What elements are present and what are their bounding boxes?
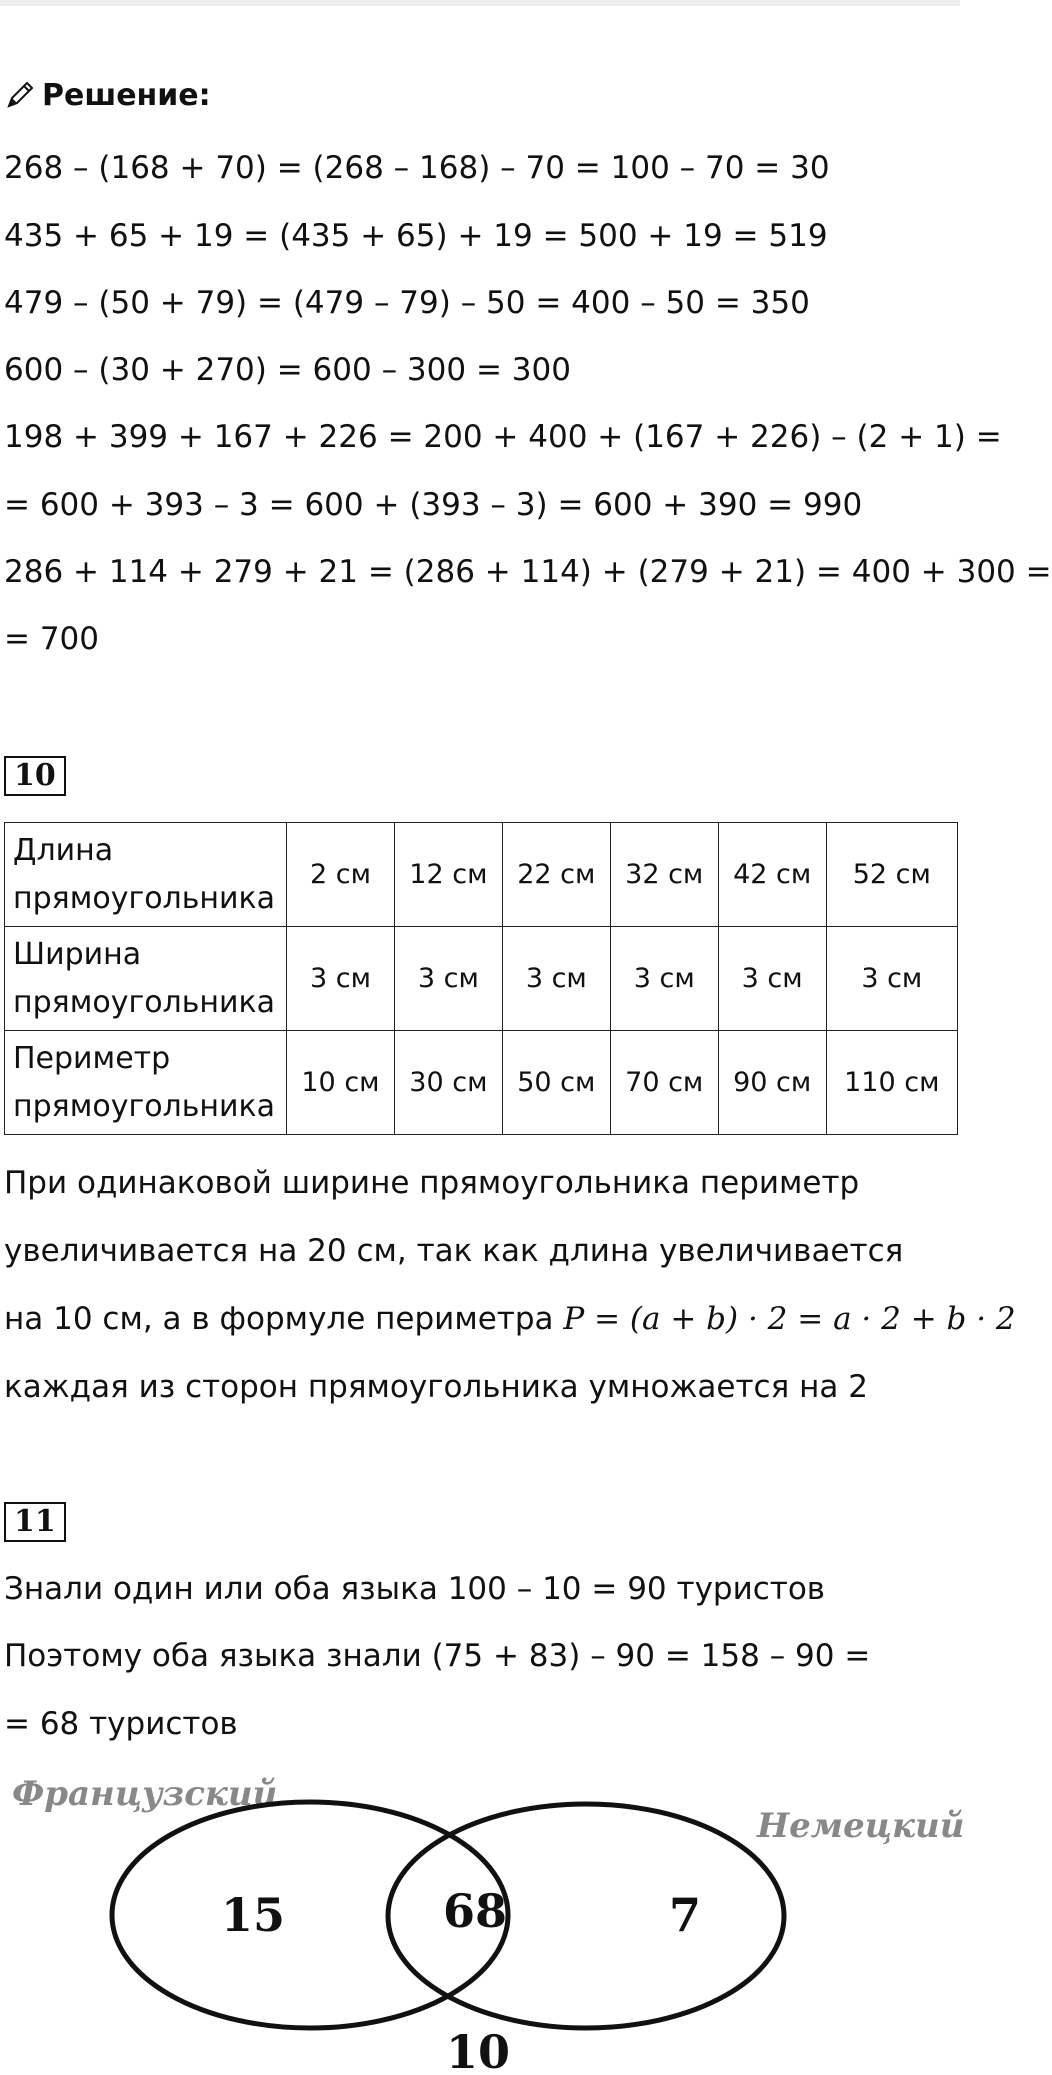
venn-label-german: Немецкий <box>757 1806 965 1846</box>
table-cell: 12 см <box>394 823 502 927</box>
table-cell: 52 см <box>826 823 957 927</box>
task-11-text: Поэтому оба языка знали (75 + 83) – 90 = 158 – 90 = <box>4 1638 871 1674</box>
table-cell: 42 см <box>718 823 826 927</box>
row-header: Длина прямоугольника <box>5 823 287 927</box>
table-cell: 2 см <box>287 823 395 927</box>
table-cell: 3 см <box>287 927 395 1031</box>
table-row <box>5 927 958 1031</box>
solution-line: 600 – (30 + 270) = 600 – 300 = 300 <box>4 352 571 388</box>
table-cell: 3 см <box>502 927 610 1031</box>
solution-line: 435 + 65 + 19 = (435 + 65) + 19 = 500 + 19 = 519 <box>4 218 828 254</box>
task-10-text-line <box>4 1299 1016 1339</box>
solution-label: Решение: <box>42 78 211 113</box>
task-10-text: на 10 см, а в формуле периметра <box>4 1301 554 1337</box>
venn-value-french-only: 15 <box>220 1888 286 1942</box>
table-cell: 110 см <box>826 1031 957 1135</box>
table-cell: 50 см <box>502 1031 610 1135</box>
table-cell: 3 см <box>718 927 826 1031</box>
task-11-text: = 68 туристов <box>4 1706 238 1742</box>
table-cell: 3 см <box>394 927 502 1031</box>
table-cell: 32 см <box>610 823 718 927</box>
task-11-number: 11 <box>4 1502 66 1542</box>
table-cell: 3 см <box>826 927 957 1031</box>
solution-line: 268 – (168 + 70) = (268 – 168) – 70 = 100 – 70 = 30 <box>4 150 830 186</box>
table-cell: 70 см <box>610 1031 718 1135</box>
rectangle-table <box>4 822 958 1135</box>
pencil-icon <box>6 79 36 113</box>
row-header: Периметр прямоугольника <box>5 1031 287 1135</box>
perimeter-formula: P = (a + b) · 2 = a · 2 + b · 2 <box>563 1301 1016 1337</box>
table-cell: 22 см <box>502 823 610 927</box>
venn-label-french: Французский <box>12 1774 278 1814</box>
solution-line: = 700 <box>4 621 99 657</box>
table-cell: 10 см <box>287 1031 395 1135</box>
solution-line: 479 – (50 + 79) = (479 – 79) – 50 = 400 – 50 = 350 <box>4 285 810 321</box>
solution-line: 198 + 399 + 167 + 226 = 200 + 400 + (167 + 226) – (2 + 1) = <box>4 419 1002 455</box>
solution-line: 286 + 114 + 279 + 21 = (286 + 114) + (279 + 21) = 400 + 300 = <box>4 554 1052 590</box>
solution-header <box>6 78 211 113</box>
task-10-number: 10 <box>4 756 66 796</box>
venn-value-neither: 10 <box>445 2025 511 2075</box>
row-header: Ширина прямоугольника <box>5 927 287 1031</box>
venn-value-german-only: 7 <box>668 1888 702 1942</box>
table-cell: 3 см <box>610 927 718 1031</box>
task-10-text: увеличивается на 20 см, так как длина увеличивается <box>4 1233 904 1269</box>
table-cell: 30 см <box>394 1031 502 1135</box>
table-row <box>5 1031 958 1135</box>
task-10-text: При одинаковой ширине прямоугольника периметр <box>4 1165 860 1201</box>
table-row <box>5 823 958 927</box>
top-divider <box>0 0 960 6</box>
table-cell: 90 см <box>718 1031 826 1135</box>
task-10-text: каждая из сторон прямоугольника умножается на 2 <box>4 1369 868 1405</box>
task-11-text: Знали один или оба языка 100 – 10 = 90 туристов <box>4 1571 826 1607</box>
venn-diagram <box>0 1760 965 2075</box>
venn-value-both: 68 <box>442 1884 508 1938</box>
solution-line: = 600 + 393 – 3 = 600 + (393 – 3) = 600 + 390 = 990 <box>4 487 863 523</box>
